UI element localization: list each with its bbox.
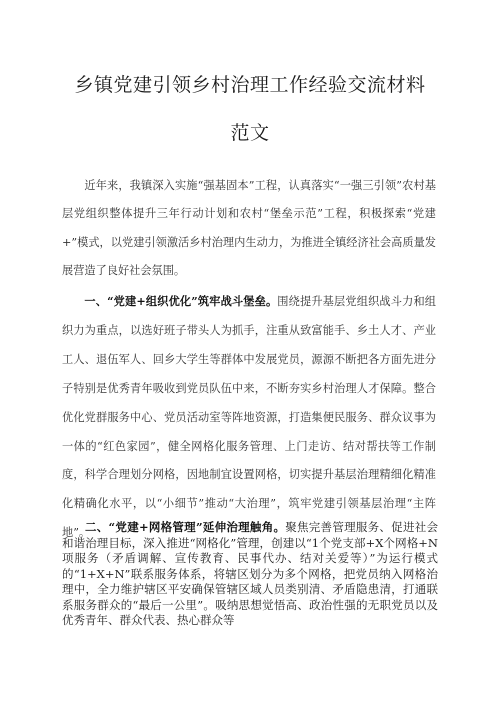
document-title-line1: 乡镇党建引领乡村治理工作经验交流材料 [74, 74, 426, 96]
section2-paragraph [62, 520, 438, 629]
section2-body: 聚焦完善管理服务、促进社会和谐治理目标，深入推进“网格化”管理，创建以“1个党支部+X个网格+N项服务（矛盾调解、宣传教育、民事代办、结对关爱等）”为运行模式的“1+X+N”联系服务体系，将辖区划分为多个网格，把党员纳入网格治理中，全力维护辖区平安确保管辖区域人员类别清、矛盾隐患清，打通联系服务群众的“最后一公里”。吸纳思想觉悟高、政治性强的无职党员以及优秀青年、群众代表、热心群众等 [62, 520, 438, 627]
section2-heading: 二、“党建+网格管理”延伸治理触角。 [85, 520, 286, 534]
section1-heading: 一、“党建+组织优化”筑牢战斗堡垒。 [84, 294, 278, 308]
section1-paragraph [62, 287, 436, 548]
section1-body: 围绕提升基层党组织战斗力和组织力为重点，以选好班子带头人为抓手，注重从致富能手、乡土人才、产业工人、退伍军人、回乡大学生等群体中发展党员，源源不断把各方面先进分子特别是优秀青年吸收到党员队伍中来，不断夯实乡村治理人才保障。整合优化党群服务中心、党员活动室等阵地资源，打造集便民服务、群众议事为一体的“红色家园”，健全网格化服务管理、上门走访、结对帮扶等工作制度，科学合理划分网格，因地制宜设置网格，切实提升基层治理精细化精准化精确化水平，以“小细节”推动“大治理”，筑牢党建引领基层治理“主阵地”。 [62, 295, 436, 540]
document-title-line2: 范文 [230, 122, 270, 144]
intro-paragraph: 近年来，我镇深入实施“强基固本”工程，认真落实“一强三引领”农村基层党组织整体提升三年行动计划和农村“堡垒示范”工程，积极探索“党建+”模式，以党建引领激活乡村治理内生动力，为推进全镇经济社会高质量发展营造了良好社会氛围。 [62, 179, 436, 278]
